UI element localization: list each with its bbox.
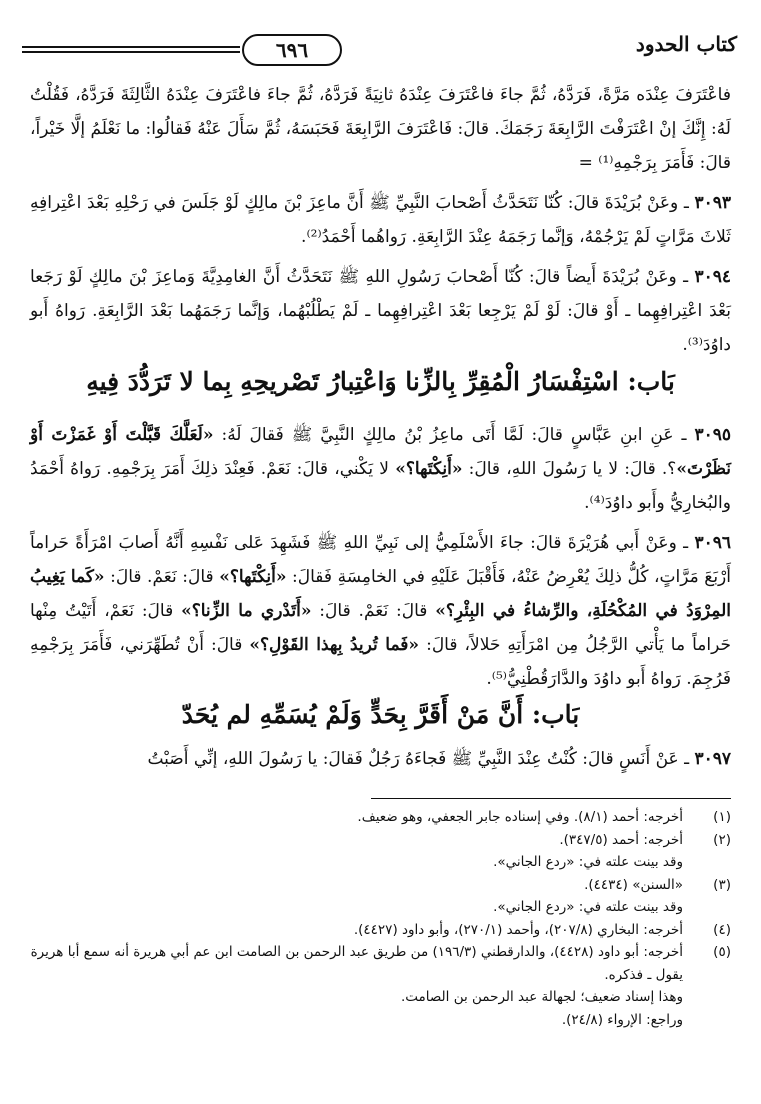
prophet-quote: «أَتَدْري ما الزِّنا؟» bbox=[181, 601, 312, 621]
prophet-quote: «لَعَلَّكَ قَبَّلْتَ أَوْ غَمَزْتَ أَوْ نَظَرْتَ» bbox=[30, 425, 732, 479]
footnote-4 bbox=[30, 919, 731, 942]
hadith-3093 bbox=[30, 186, 731, 254]
prophet-quote: «كَما يَغِيبُ المِرْوَدُ في المُكْحُلَةِ، والرِّشاءُ في البِئْرِ؟» bbox=[30, 567, 732, 621]
text-block-3 bbox=[30, 418, 731, 696]
hadith-number: ٣٠٩٤ bbox=[694, 267, 732, 287]
hadith-text: ـ عَنْ أَنَسٍ قالَ: كُنْتُ عِنْدَ النَّبِيِّ ﷺ فَجاءَهُ رَجُلٌ فَقالَ: يا رَسُولَ اللهِ، إنِّي أَصَبْتُ bbox=[147, 749, 690, 769]
hadith-number: ٣٠٩٣ bbox=[694, 193, 732, 213]
text-block-2 bbox=[30, 186, 731, 362]
hadith-3096 bbox=[30, 526, 731, 696]
footnote-text: أخرجه: أبو داود (٤٤٢٨)، والدارقطني (١٩٦/٣) من طريق عبد الرحمن بن الصامت ابن عم أبي هريرة أنه سمع أبا هريرة يقول ـ فذكره. bbox=[30, 944, 683, 983]
hadith-text: ؟. قالَ: لا يا رَسُولَ اللهِ، قالَ: bbox=[462, 459, 677, 479]
footnote-label: (١) bbox=[713, 809, 731, 825]
hadith-text: قالَ: نَعَمْ. قالَ: bbox=[104, 567, 220, 587]
chapter-heading-1: بَاب: اسْتِفْسَارُ الْمُقِرِّ بِالزِّنا وَاعْتِبارُ تَصْريحِهِ بِما لا تَرَدُّدَ فِيهِ bbox=[86, 367, 675, 396]
text-block-4 bbox=[30, 742, 731, 776]
footnote-label: (٥) bbox=[713, 944, 731, 960]
footnote-separator bbox=[371, 798, 731, 799]
hadith-text: ـ عَنِ ابنِ عَبَّاسٍ قالَ: لَمَّا أَتَى ماعِزُ بْنُ مالِكٍ النَّبِيَّ ﷺ فَقالَ لَهُ: bbox=[213, 425, 687, 445]
footnote-3-note: وقد بينت علته في: «ردع الجاني». bbox=[493, 899, 683, 915]
prophet-quote: «أَنِكْتَها؟» bbox=[395, 459, 463, 479]
footnote-text: أخرجه: البخاري (٢٠٧/٨)، وأحمد (٢٧٠/١)، وأبو داود (٤٤٢٧). bbox=[353, 921, 683, 938]
continued-paragraph: فاعْتَرَفَ عِنْدَه مَرَّةً، فَرَدَّهُ، ثُمَّ جاءَ فاعْتَرَفَ عِنْدَهُ ثانِيَةً فَرَدَّهُ، ثُمَّ جاءَ فاعْتَرَفَ عِنْدَهُ الثَّالِثَةَ فَرَدَّهُ، فَقُلْتُ لَهُ: إِنَّكَ إنْ اعْتَرَفْتَ الرَّابِعَةَ رَجَمَكَ. قالَ: فَاعْتَرَفَ الرَّابِعَةَ فَحَبَسَهُ، ثُمَّ سَأَلَ عَنْهُ فَقالُوا: ما نَعْلَمُ إلَّا خَيْراً، قالَ: فَأَمَرَ بِرَجْمِهِ⁽¹⁾ = bbox=[30, 85, 731, 173]
footnote-text: أخرجه: أحمد (٣٤٧/٥). bbox=[559, 831, 683, 848]
hadith-3097 bbox=[30, 742, 731, 776]
footnotes bbox=[30, 806, 731, 1031]
hadith-text: لا يَكْني، قالَ: نَعَمْ. فَعِنْدَ ذلِكَ أَمَرَ بِرَجْمِهِ. رَواهُ أَحْمَدُ والبُخارِيُّ وأَبو داوُدَ⁽⁴⁾. bbox=[30, 459, 731, 513]
hadith-text: قالَ: نَعَمْ، أَتَيْتُ مِنْها حَراماً ما يَأْتي الرَّجُلُ مِن امْرَأَتِهِ حَلالاً، قالَ: bbox=[30, 601, 732, 655]
footnote-label: (٤) bbox=[713, 921, 731, 938]
footnote-label: (٢) bbox=[713, 831, 731, 848]
footnote-text: أخرجه: أحمد (٨/١). وفي إسناده جابر الجعفي، وهو ضعيف. bbox=[357, 809, 683, 825]
header-rule bbox=[22, 46, 240, 48]
prophet-quote: «أَنِكْتَها؟» bbox=[219, 567, 287, 587]
footnote-5-note: وهذا إسناد ضعيف؛ لجهالة عبد الرحمن بن الصامت. bbox=[400, 989, 683, 1005]
hadith-text: قالَ: نَعَمْ. قالَ: bbox=[311, 601, 436, 621]
hadith-number: ٣٠٩٧ bbox=[694, 749, 731, 769]
page-number-ornament bbox=[22, 34, 342, 66]
hadith-number: ٣٠٩٥ bbox=[694, 425, 731, 445]
hadith-3094 bbox=[30, 260, 731, 362]
footnote-5-note: وراجع: الإرواء (٢٤/٨). bbox=[561, 1011, 683, 1028]
page-number: ٦٩٦ bbox=[242, 34, 342, 66]
footnote-text: «السنن» (٤٤٣٤). bbox=[584, 876, 683, 893]
chapter-heading-2: بَاب: أَنَّ مَنْ أَقَرَّ بِحَدٍّ وَلَمْ يُسَمِّهِ لم يُحَدّ bbox=[181, 700, 580, 729]
hadith-text: ـ وعَنْ بُرَيْدَةَ أَيضاً قالَ: كُنّا أَصْحابَ رَسُولِ اللهِ ﷺ نَتَحَدَّثُ أَنَّ الغامِدِيَّةَ وَماعِزَ بْنَ مالِكٍ لَوْ رَجَعا بَعْدَ اعْتِرافِهِما ـ أَوْ قالَ: لَوْ لَمْ يَرْجِعا بَعْدَ اعْتِرافِهِما ـ لَمْ يَطْلُبْهُما، وَإنَّما رَجَمَهُما بَعْدَ الرَّابِعَةِ. رَواهُ أَبو داوُدَ⁽³⁾. bbox=[30, 267, 731, 355]
text-block-1 bbox=[30, 78, 731, 180]
book-title: كتاب الحدود bbox=[635, 32, 737, 56]
footnote-2-note: وقد بينت علته في: «ردع الجاني». bbox=[493, 854, 683, 870]
hadith-3095 bbox=[30, 418, 731, 520]
footnote-label: (٣) bbox=[713, 876, 731, 893]
hadith-text: ـ وعَنْ بُرَيْدَةَ قالَ: كُنّا نَتَحَدَّثُ أَصْحابَ النَّبِيِّ ﷺ أَنَّ ماعِزَ بْنَ مالِكٍ لَوْ جَلَسَ في رَحْلِهِ بَعْدَ اعْتِرافِهِ ثَلاثَ مَرَّاتٍ لَمْ يَرْجُمْهُ، وَإنَّما رَجَمَهُ عِنْدَ الرَّابِعَةِ. رَواهُما أَحْمَدُ⁽²⁾. bbox=[30, 193, 731, 247]
hadith-text: ـ وعَنْ أَبي هُرَيْرَةَ قالَ: جاءَ الأَسْلَمِيُّ إلى نَبِيِّ اللهِ ﷺ فَشَهِدَ عَلى نَفْسِهِ أَنَّهُ أَصابَ امْرَأَةً حَراماً أَرْبَعَ مَرَّاتٍ، كُلُّ ذلِكَ يُعْرِضُ عَنْهُ، فَأَقْبَلَ عَلَيْهِ في الخامِسَةِ فَقالَ: bbox=[30, 533, 731, 587]
footnote-5 bbox=[30, 941, 731, 986]
header-rule bbox=[22, 51, 240, 53]
page-header bbox=[22, 30, 743, 68]
hadith-text: قالَ: أَنْ تُطَهِّرَني، فَأَمَرَ بِرَجْمِهِ فَرُجِمَ. رَواهُ أَبو داوُدَ والدَّارَقُطْنِيُّ⁽⁵⁾. bbox=[30, 635, 731, 689]
footnote-1 bbox=[30, 806, 731, 829]
prophet-quote: «فَما تُريدُ بِهذا القَوْلِ؟» bbox=[249, 635, 420, 655]
hadith-number: ٣٠٩٦ bbox=[694, 533, 732, 553]
footnote-3 bbox=[30, 874, 731, 897]
footnote-2 bbox=[30, 829, 731, 852]
